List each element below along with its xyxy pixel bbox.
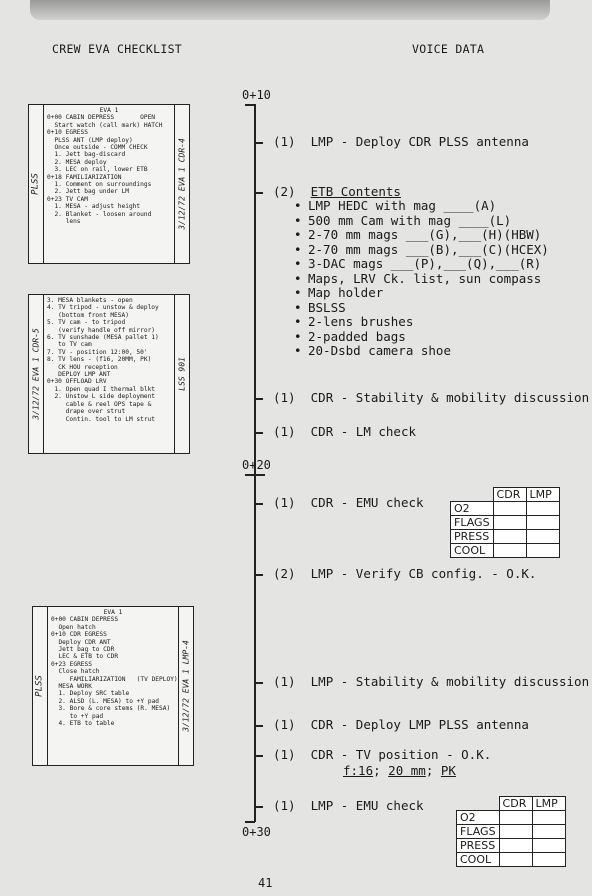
timeline-tick: [255, 725, 263, 727]
list-item: • 500 mm Cam with mag ____(L): [294, 214, 549, 229]
list-item: • LMP HEDC with mag ____(A): [294, 199, 549, 214]
card-side-label: PLSS: [30, 173, 41, 195]
emu-check-table-lmp: CDR LMP O2 FLAGS PRESS COOL: [456, 796, 566, 867]
timeline-tick: [255, 574, 263, 576]
list-item: • 2-70 mm mags ___(B),___(C)(HCEX): [294, 243, 549, 258]
timeline-tick: [255, 755, 263, 757]
list-item: • 2-70 mm mags ___(G),___(H)(HBW): [294, 228, 549, 243]
voice-entry-10: (1) LMP - EMU check: [273, 798, 424, 813]
list-item: • Maps, LRV Ck. list, sun compass: [294, 272, 549, 287]
timeline-tick: [255, 432, 263, 434]
card-side-label: LSS 901: [177, 357, 187, 391]
timeline-tick: [255, 806, 263, 808]
card-body: EVA 1 0+00 CABIN DEPRESS Open hatch 0+10 CDR EGRESS Deploy CDR ANT Jett bag to CDR LEC & ETB to CDR 0+23 EGRESS Close hatch FAMILIARIZATION (TV DEPLOY) MESA WORK 1. Deploy SRC table 2. ALSD (L. MESA) to +Y pad 3. Bore & core stems (R. MESA) to +Y pad 4. ETB to table: [51, 609, 178, 728]
list-item: • Map holder: [294, 286, 549, 301]
voice-entry-6: (2) LMP - Verify CB config. - O.K.: [273, 566, 537, 581]
emu-check-table-cdr: CDR LMP O2 FLAGS PRESS COOL: [450, 487, 560, 558]
cue-card-cdr-eva1-a: [28, 104, 190, 264]
cue-card-lmp-eva1: [32, 606, 194, 766]
page-number: 41: [258, 876, 273, 890]
timeline-tick: [245, 104, 255, 106]
list-item: • 2-lens brushes: [294, 315, 549, 330]
list-item: • BSLSS: [294, 301, 549, 316]
time-label-0-30: 0+30: [242, 825, 271, 839]
timeline-tick: [255, 503, 263, 505]
page-title: CREW EVA CHECKLIST: [52, 42, 183, 56]
time-label-0-20: 0+20: [242, 458, 271, 472]
voice-entry-4: (1) CDR - LM check: [273, 424, 416, 439]
page-top-edge: [30, 0, 550, 20]
card-side-label: 3/12/72 EVA 1 LMP-4: [181, 640, 191, 732]
timeline-tick: [245, 474, 265, 476]
timeline-tick: [255, 682, 263, 684]
list-item: • 20-Dsbd camera shoe: [294, 344, 549, 359]
section-title: VOICE DATA: [412, 42, 485, 56]
voice-entry-7: (1) LMP - Stability & mobility discussion: [273, 674, 590, 689]
voice-entry-1: (1) LMP - Deploy CDR PLSS antenna: [273, 134, 529, 149]
timeline-tick: [255, 142, 263, 144]
voice-entry-5: (1) CDR - EMU check: [273, 495, 424, 510]
timeline-tick: [245, 821, 255, 823]
card-body: 3. MESA blankets - open 4. TV tripod - unstow & deploy (bottom front MESA) 5. TV cam - to tripod (verify handle off mirror) 6. TV sunshade (MESA pallet 1) to TV cam 7. TV - position 12:00, 50' 8. TV lens - (f16, 20MM, PK) CK HOU reception DEPLOY LMP ANT 0+30 OFFLOAD LRV 1. Open quad I thermal blkt 2. Unstow L side deployment cable & reel OPS tape & drape over strut Contin. tool to LM strut: [47, 297, 159, 423]
voice-entry-9: (1) CDR - TV position - O.K.: [273, 747, 492, 762]
timeline-tick: [255, 192, 263, 194]
timeline-tick: [255, 398, 263, 400]
etb-contents-list: [294, 199, 549, 359]
card-side-label: 3/12/72 EVA 1 CDR-4: [177, 138, 187, 230]
cue-card-cdr-eva1-b: [28, 294, 190, 454]
tv-settings: f:16; 20 mm; PK: [343, 763, 456, 778]
card-body: EVA 1 0+00 CABIN DEPRESS OPEN Start watch (call mark) HATCH 0+10 EGRESS PLSS ANT (LMP deploy) Once outside - COMM CHECK 1. Jett bag-discard 2. MESA deploy 3. LEC on rail, lower ETB 0+18 FAMILIARIZATION 1. Comment on surroundings 2. Jett bag under LM 0+23 TV CAM 1. MESA - adjust height 2. Blanket - loosen around lens: [47, 107, 163, 226]
voice-entry-8: (1) CDR - Deploy LMP PLSS antenna: [273, 717, 529, 732]
voice-entry-2: (2) ETB Contents: [273, 184, 401, 199]
voice-entry-3: (1) CDR - Stability & mobility discussion: [273, 390, 590, 405]
list-item: • 3-DAC mags ___(P),___(Q),___(R): [294, 257, 549, 272]
card-side-label: PLSS: [34, 675, 45, 697]
time-label-0-10: 0+10: [242, 88, 271, 102]
card-side-label: 3/12/72 EVA 1 CDR-5: [31, 328, 41, 420]
list-item: • 2-padded bags: [294, 330, 549, 345]
